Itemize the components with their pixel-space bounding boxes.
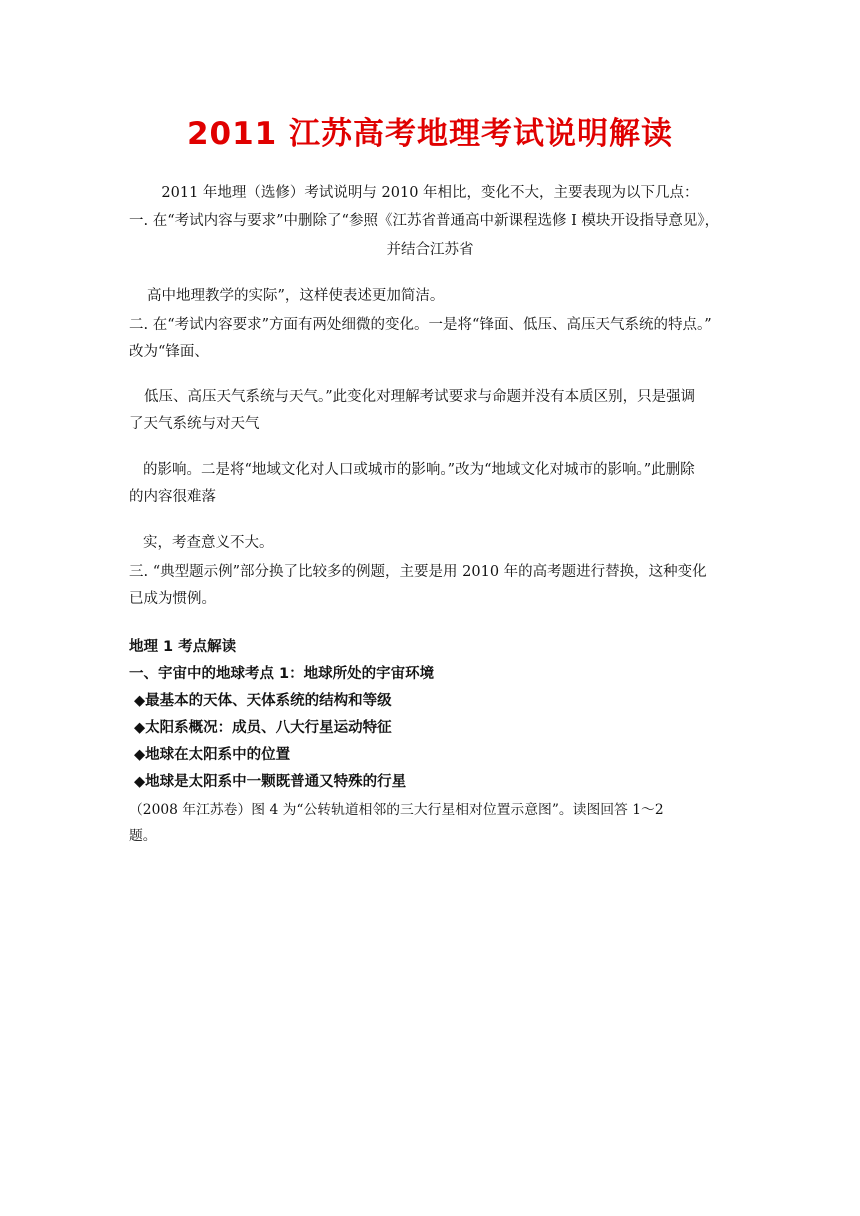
bullet-item: ◆最基本的天体、天体系统的结构和等级: [134, 693, 392, 709]
question-line-2: 题。: [129, 828, 157, 844]
point-1-line-3: 高中地理教学的实际”，这样使表述更加简洁。: [147, 288, 445, 304]
point-2-line-3: 低压、高压天气系统与天气。”此变化对理解考试要求与命题并没有本质区别，只是强调: [144, 389, 696, 405]
bullet-item: ◆太阳系概况：成员、八大行星运动特征: [134, 720, 392, 736]
point-2-line-2: 改为“锋面、: [129, 344, 209, 360]
bullet-item: ◆地球是太阳系中一颗既普通又特殊的行星: [134, 774, 407, 790]
point-2-line-5: 的影响。二是将“地域文化对人口或城市的影响。”改为“地域文化对城市的影响。”此删除: [143, 462, 695, 478]
point-2-line-7: 实，考查意义不大。: [143, 535, 274, 551]
bullet-item: ◆地球在太阳系中的位置: [134, 747, 291, 763]
point-3-line-2: 已成为惯例。: [129, 591, 216, 607]
point-2-line-4: 了天气系统与对天气: [129, 416, 260, 432]
point-2-line-6: 的内容很难落: [129, 489, 216, 505]
point-3-line-1: 三. “典型题示例”部分换了比较多的例题，主要是用 2010 年的高考题进行替换，这种变化: [129, 564, 707, 580]
section-heading: 地理 1 考点解读: [129, 639, 237, 655]
page-title: 2011 江苏高考地理考试说明解读: [186, 116, 674, 152]
point-1-line-2: 并结合江苏省: [386, 242, 474, 258]
section-subheading: 一、宇宙中的地球考点 1：地球所处的宇宙环境: [129, 666, 435, 682]
intro-paragraph: 2011 年地理（选修）考试说明与 2010 年相比，变化不大，主要表现为以下几点：: [161, 185, 699, 201]
point-2-line-1: 二. 在“考试内容要求”方面有两处细微的变化。一是将“锋面、低压、高压天气系统的特点。”: [129, 317, 712, 333]
question-line-1: （2008 年江苏卷）图 4 为“公转轨道相邻的三大行星相对位置示意图”。读图回答 1～2: [129, 802, 664, 818]
point-1-line-1: 一. 在“考试内容与要求”中删除了“参照《江苏省普通高中新课程选修 I 模块开设指导意见》，: [129, 213, 720, 229]
